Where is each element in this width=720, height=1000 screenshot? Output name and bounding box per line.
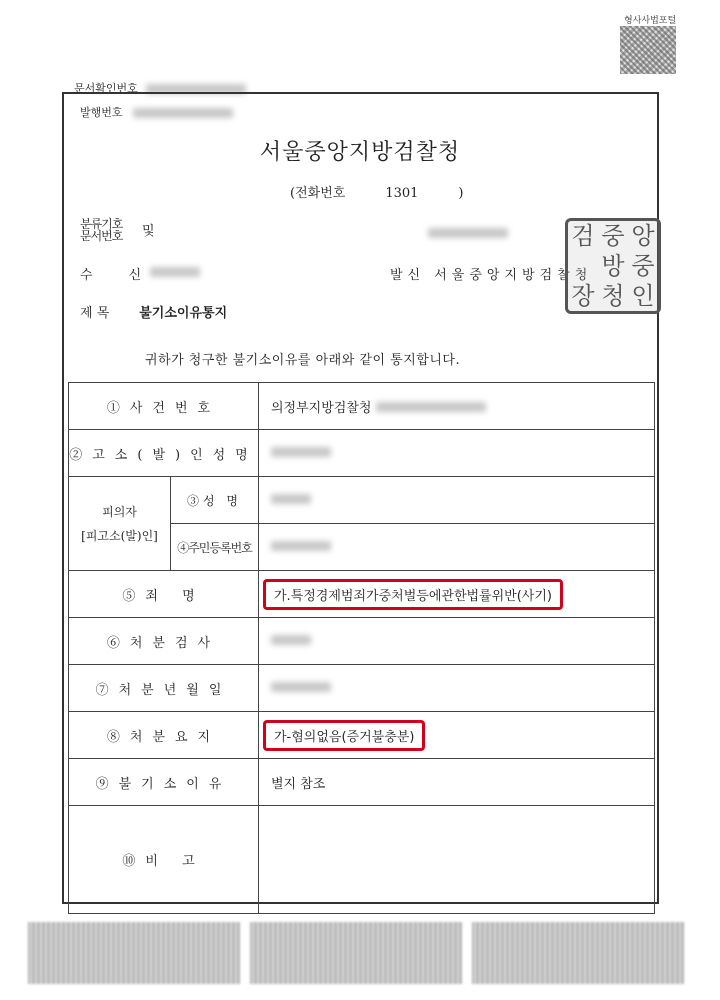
official-seal: 검 중 앙 방 중 장 청 인 [565, 218, 661, 314]
recipient-label: 수 신 [80, 268, 142, 283]
issue-number-label: 발행번호 [80, 106, 123, 119]
issue-number [80, 104, 233, 120]
intro-text: 귀하가 청구한 불기소이유를 아래와 같이 통지합니다. [145, 353, 461, 368]
classification-label: 분류기호 문서번호 [80, 217, 123, 243]
phone-prefix: (전화번호 [290, 186, 346, 201]
prosecutor-label: ⑥처분검사 [69, 618, 259, 665]
redacted-complainant [271, 447, 331, 457]
disposition-gist-label: ⑧처분요지 [69, 712, 259, 759]
non-prosecution-reason-value: 별지 참조 [259, 759, 655, 806]
phone-line [290, 182, 463, 201]
gist-highlight: 가-혐의없음(증거불충분) [263, 720, 425, 751]
table-row [69, 571, 655, 618]
table-row [69, 712, 655, 759]
redacted-case-number [376, 402, 486, 412]
disposition-date-label: ⑦처분년월일 [69, 665, 259, 712]
phone-suffix: ) [458, 186, 464, 201]
subject-label: 제 목 [80, 306, 110, 321]
barcode-strip-3 [472, 922, 684, 984]
suspect-label: 피의자 [피고소(발)인] [69, 477, 171, 571]
charge-value [259, 571, 655, 618]
phone-number: 1301 [385, 186, 419, 201]
disposition-date-value [259, 665, 655, 712]
redacted-recipient [150, 267, 200, 277]
complainant-value [259, 430, 655, 477]
table-row [69, 665, 655, 712]
doc-check-label: 문서확인번호 [74, 82, 138, 95]
table-row [69, 430, 655, 477]
portal-label: 형사사법포털 [624, 16, 677, 26]
redacted-disposition-date [271, 682, 331, 692]
table-row [69, 618, 655, 665]
case-number-label: ①사건번호 [69, 383, 259, 430]
office-title: 서울중앙지방검찰청 [259, 140, 461, 165]
suspect-name-value [259, 477, 655, 524]
redacted-resident-number [271, 541, 331, 551]
charge-label: ⑤죄 명 [69, 571, 259, 618]
case-number-value: 의정부지방검찰청 [259, 383, 655, 430]
resident-number-label: ④주민등록번호 [171, 524, 259, 571]
remarks-value [259, 806, 655, 914]
sender: 발신 서울중앙지방검찰청 [390, 268, 593, 283]
table-row [69, 383, 655, 430]
redacted-issue-number [133, 108, 233, 118]
non-prosecution-reason-label: ⑨불기소이유 [69, 759, 259, 806]
table-row [69, 759, 655, 806]
redacted-prosecutor [271, 635, 311, 645]
subject-line [80, 302, 227, 321]
redacted-date [428, 228, 508, 238]
remarks-label: ⑩비 고 [69, 806, 259, 914]
redacted-name [271, 494, 311, 504]
notice-table [68, 382, 655, 914]
barcode-strip-2 [250, 922, 462, 984]
qr-code-image [620, 26, 676, 74]
charge-highlight: 가.특정경제범죄가중처벌등에관한법률위반(사기) [263, 579, 563, 610]
prosecutor-value [259, 618, 655, 665]
suspect-name-label: ③성 명 [171, 477, 259, 524]
resident-number-value [259, 524, 655, 571]
disposition-gist-value [259, 712, 655, 759]
classification-and: 및 [142, 224, 155, 239]
table-row [69, 806, 655, 914]
complainant-label: ②고소(발)인성명 [69, 430, 259, 477]
table-row [69, 477, 655, 524]
barcode-strip-1 [28, 922, 240, 984]
subject-value: 불기소이유통지 [139, 306, 228, 321]
